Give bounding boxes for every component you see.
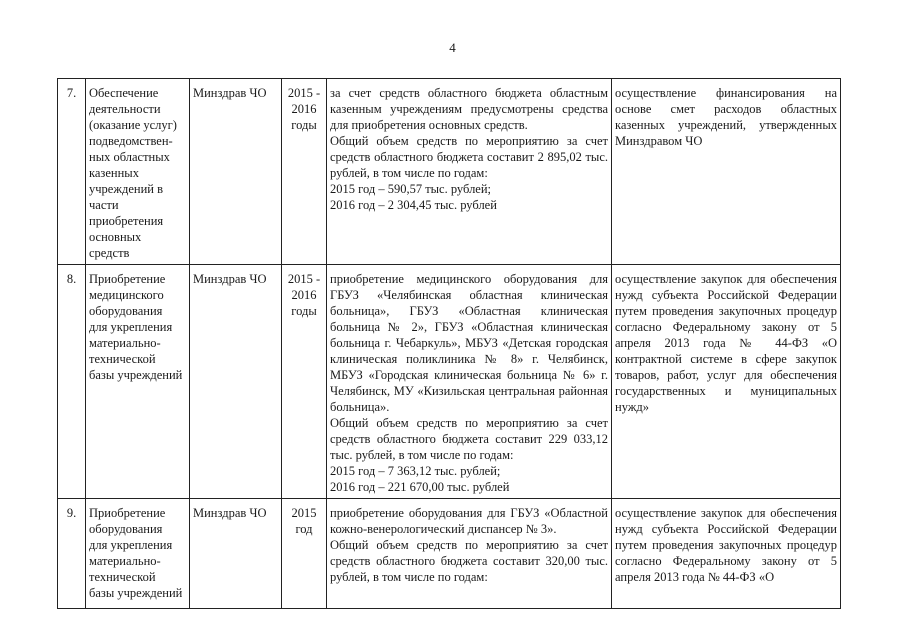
row-number: 7. [66,86,77,100]
period-line: 2016 [291,288,317,302]
result-text: осуществление закупок для обеспечения нужд субъекта Российской Федерации путем проведения закупочных процедур согласно Федеральному закону от 5 апреля 2013 года № 44-ФЗ «О [615,506,837,584]
period-line: годы [291,304,317,318]
row-number-cell [58,265,86,499]
description-paragraph: приобретение оборудования для ГБУЗ «Областной кожно-венерологический диспансер № 3». [330,506,608,536]
description-cell [327,79,612,265]
measure-name-line: технической [89,570,156,584]
description-paragraph: Общий объем средств по мероприятию за счет средств областного бюджета составит 229 033,12 тыс. рублей, в том числе по годам: [330,416,608,462]
result-cell [612,79,841,265]
measure-name-line: приобретения [89,214,164,228]
period-line: год [295,522,313,536]
period-cell [282,265,327,499]
measure-name-line: Приобретение [89,272,166,286]
description-paragraph: 2015 год – 590,57 тыс. рублей; [330,182,492,196]
measure-name-line: для укрепления [89,320,173,334]
responsible: Минздрав ЧО [193,86,267,100]
measure-name-line: технической [89,352,156,366]
responsible: Минздрав ЧО [193,272,267,286]
row-number: 9. [66,506,77,520]
description-cell [327,265,612,499]
description-paragraph: Общий объем средств по мероприятию за счет средств областного бюджета составит 320,00 тыс. рублей, в том числе по годам: [330,538,608,584]
result-text: осуществление закупок для обеспечения нужд субъекта Российской Федерации путем проведения закупочных процедур согласно Федеральному закону от 5 апреля 2013 года № 44-ФЗ «О контрактной системе в сфере закупок товаров, работ, услуг для обеспечения государственных и муниципальных нужд» [615,272,837,414]
measure-name-line: материально- [89,554,161,568]
measure-name-cell [86,265,190,499]
measure-name-line: оборудования [89,304,163,318]
measure-name-line: базы учреждений [89,586,183,600]
measure-name-line: средств [89,246,130,260]
description-paragraph: 2016 год – 2 304,45 тыс. рублей [330,198,497,212]
description-paragraph: за счет средств областного бюджета областным казенным учреждениям предусмотрены средства для приобретения основных средств. [330,86,608,132]
responsible-cell [190,79,282,265]
measure-name-line: казенных [89,166,139,180]
measure-name-cell [86,499,190,609]
measure-name-cell [86,79,190,265]
table-row [58,265,841,499]
description-paragraph: 2015 год – 7 363,12 тыс. рублей; [330,464,501,478]
measure-name-line: медицинского [89,288,164,302]
description-cell [327,499,612,609]
measure-name-line: для укрепления [89,538,173,552]
period-line: 2015 - [287,272,321,286]
measure-name-line: базы учреждений [89,368,183,382]
measure-name-line: оборудования [89,522,163,536]
row-number-cell [58,79,86,265]
description-paragraph: 2016 год – 221 670,00 тыс. рублей [330,480,510,494]
result-text: осуществление финансирования на основе смет расходов областных казенных учреждений, утвержденных Минздравом ЧО [615,86,837,148]
description-paragraph: приобретение медицинского оборудования для ГБУЗ «Челябинская областная клиническая больница», ГБУЗ «Областная клиническая больница № 2», ГБУЗ «Областная клиническая больница г. Чебаркуль», МБУЗ «Детская городская клиническая поликлиника № 8» г. Челябинск, МБУЗ «Городская клиническая больница № 6» г. Челябинск, МУ «Кизильская центральная районная больница». [330,272,608,414]
row-number: 8. [66,272,77,286]
measure-name-line: Обеспечение [89,86,159,100]
period-line: 2016 [291,102,317,116]
measure-name-line: деятельности [89,102,161,116]
measure-name-line: Приобретение [89,506,166,520]
responsible-cell [190,265,282,499]
table-row [58,79,841,265]
measure-name-line: подведомствен- [89,134,173,148]
measure-name-line: учреждений в [89,182,163,196]
result-cell [612,265,841,499]
period-line: 2015 - [287,86,321,100]
responsible: Минздрав ЧО [193,506,267,520]
table-row [58,499,841,609]
period-cell [282,499,327,609]
period-line: годы [291,118,317,132]
measure-name-line: (оказание услуг) [89,118,177,132]
responsible-cell [190,499,282,609]
page-number: 4 [449,40,456,55]
description-paragraph: Общий объем средств по мероприятию за счет средств областного бюджета составит 2 895,02 тыс. рублей, в том числе по годам: [330,134,608,180]
result-cell [612,499,841,609]
measure-name-line: материально- [89,336,161,350]
measure-name-line: основных [89,230,142,244]
measures-table [57,78,841,609]
measure-name-line: ных областных [89,150,170,164]
row-number-cell [58,499,86,609]
period-line: 2015 [291,506,317,520]
period-cell [282,79,327,265]
measure-name-line: части [89,198,119,212]
